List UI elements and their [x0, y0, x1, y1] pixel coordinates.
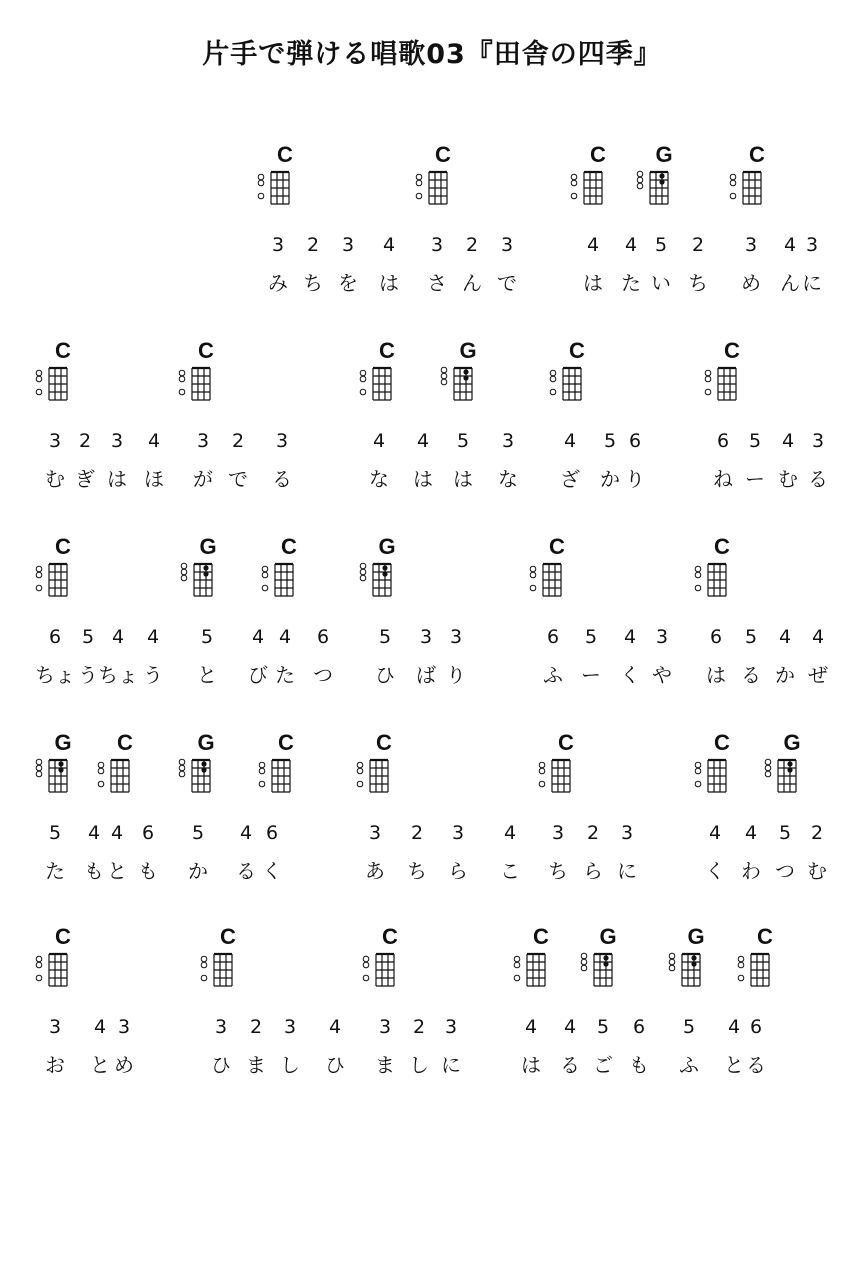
chord-name: C — [376, 730, 392, 755]
chord-c — [357, 338, 401, 410]
tab-number: 6 — [546, 626, 560, 648]
chord-diagram-c — [735, 950, 779, 996]
lyric-syllable: な — [498, 467, 518, 491]
lyric-syllable: む — [807, 859, 827, 883]
chord-name: C — [569, 338, 585, 363]
chord-name: C — [724, 338, 740, 363]
lyric-syllable: は — [107, 467, 127, 491]
chord-name: G — [378, 534, 396, 559]
lyric-syllable: ー — [745, 467, 765, 491]
tab-number: 4 — [278, 626, 292, 648]
lyric-syllable: は — [706, 663, 726, 687]
tab-number: 6 — [632, 1016, 646, 1038]
lyric-syllable: ふ — [679, 1053, 699, 1077]
tab-number: 4 — [524, 1016, 538, 1038]
lyric-syllable: が — [193, 467, 213, 491]
chord-diagram-g — [634, 168, 678, 214]
chord-c — [255, 142, 299, 214]
tab-number: 3 — [500, 234, 514, 256]
chord-c — [33, 338, 77, 410]
chord-diagram-c — [527, 560, 571, 606]
tab-number: 5 — [200, 626, 214, 648]
chord-c — [354, 730, 398, 802]
lyric-syllable: く — [620, 663, 640, 687]
lyric-syllable: ね — [713, 467, 733, 491]
chord-diagram-g — [578, 950, 622, 996]
chord-c — [735, 924, 779, 996]
chord-name: C — [198, 338, 214, 363]
lyric-syllable: り — [446, 663, 466, 687]
tab-number: 4 — [416, 430, 430, 452]
lyric-syllable: く — [705, 859, 725, 883]
tab-number: 2 — [306, 234, 320, 256]
lyric-syllable: め — [114, 1053, 134, 1077]
chord-diagram-c — [360, 950, 404, 996]
chord-diagram-c — [33, 950, 77, 996]
tab-number: 5 — [584, 626, 598, 648]
tab-number: 2 — [412, 1016, 426, 1038]
lyric-syllable: る — [808, 467, 828, 491]
chord-name: G — [783, 730, 801, 755]
chord-c — [536, 730, 580, 802]
chord-name: G — [199, 534, 217, 559]
lyric-syllable: い — [651, 271, 671, 295]
tab-number: 4 — [503, 822, 517, 844]
lyric-syllable: は — [521, 1053, 541, 1077]
lyric-syllable: め — [741, 271, 761, 295]
chord-diagram-g — [33, 756, 77, 802]
lyric-syllable: か — [188, 859, 208, 883]
lyric-syllable: ちょ — [35, 663, 75, 687]
tab-number: 3 — [48, 1016, 62, 1038]
tab-number: 4 — [146, 626, 160, 648]
tab-number: 5 — [81, 626, 95, 648]
chord-c — [692, 730, 736, 802]
tab-number: 3 — [117, 1016, 131, 1038]
lyric-syllable: ひ — [375, 663, 395, 687]
chord-name: C — [117, 730, 133, 755]
lyric-syllable: る — [746, 1053, 766, 1077]
lyric-syllable: る — [236, 859, 256, 883]
chord-name: C — [55, 338, 71, 363]
chord-name: C — [533, 924, 549, 949]
chord-diagram-g — [438, 364, 482, 410]
chord-diagram-c — [198, 950, 242, 996]
chord-name: C — [55, 924, 71, 949]
lyric-syllable: ご — [593, 1053, 613, 1077]
tab-number: 6 — [48, 626, 62, 648]
lyric-syllable: に — [617, 859, 637, 883]
chord-diagram-c — [692, 756, 736, 802]
tab-number: 3 — [655, 626, 669, 648]
chord-c — [95, 730, 139, 802]
tab-number: 4 — [563, 1016, 577, 1038]
chord-diagram-g — [178, 560, 222, 606]
tab-number: 4 — [110, 822, 124, 844]
tab-number: 4 — [328, 1016, 342, 1038]
lyric-syllable: ひ — [211, 1053, 231, 1077]
tab-number: 5 — [596, 1016, 610, 1038]
chord-name: G — [54, 730, 72, 755]
lyric-syllable: で — [228, 467, 248, 491]
lyric-syllable: る — [741, 663, 761, 687]
tab-number: 5 — [744, 626, 758, 648]
tab-number: 6 — [141, 822, 155, 844]
tab-number: 4 — [251, 626, 265, 648]
chord-diagram-c — [702, 364, 746, 410]
tab-number: 3 — [419, 626, 433, 648]
lyric-syllable: で — [497, 271, 517, 295]
lyric-syllable: つ — [313, 663, 333, 687]
tab-number: 5 — [456, 430, 470, 452]
lyric-syllable: な — [369, 467, 389, 491]
tab-number: 4 — [586, 234, 600, 256]
tab-number: 3 — [275, 430, 289, 452]
tab-number: 6 — [709, 626, 723, 648]
chord-diagram-c — [33, 560, 77, 606]
lyric-syllable: お — [45, 1053, 65, 1077]
lyric-syllable: り — [625, 467, 645, 491]
tab-number: 4 — [111, 626, 125, 648]
lyric-syllable: た — [621, 271, 641, 295]
chord-g — [634, 142, 678, 214]
tab-number: 3 — [271, 234, 285, 256]
chord-diagram-g — [176, 756, 220, 802]
tab-number: 2 — [465, 234, 479, 256]
lyric-syllable: と — [197, 663, 217, 687]
chord-c — [692, 534, 736, 606]
chord-diagram-c — [413, 168, 457, 214]
tab-number: 2 — [586, 822, 600, 844]
lyric-syllable: ち — [688, 271, 708, 295]
tab-number: 3 — [811, 430, 825, 452]
lyric-syllable: ま — [246, 1053, 266, 1077]
chord-name: G — [197, 730, 215, 755]
lyric-syllable: ぎ — [75, 467, 95, 491]
tab-number: 4 — [708, 822, 722, 844]
tab-number: 4 — [563, 430, 577, 452]
lyric-syllable: か — [600, 467, 620, 491]
tab-number: 6 — [628, 430, 642, 452]
chord-c — [33, 924, 77, 996]
tab-number: 4 — [811, 626, 825, 648]
lyric-syllable: く — [262, 859, 282, 883]
chord-g — [357, 534, 401, 606]
lyric-syllable: た — [45, 859, 65, 883]
chord-name: C — [435, 142, 451, 167]
chord-diagram-c — [727, 168, 771, 214]
chord-diagram-g — [762, 756, 806, 802]
chord-diagram-c — [547, 364, 591, 410]
tab-number: 5 — [603, 430, 617, 452]
tab-number: 3 — [110, 430, 124, 452]
lyric-syllable: む — [778, 467, 798, 491]
tab-number: 6 — [316, 626, 330, 648]
tab-number: 2 — [691, 234, 705, 256]
chord-c — [198, 924, 242, 996]
chord-g — [666, 924, 710, 996]
tab-number: 2 — [249, 1016, 263, 1038]
tab-number: 3 — [444, 1016, 458, 1038]
lyric-syllable: も — [629, 1053, 649, 1077]
lyric-syllable: ざ — [560, 467, 580, 491]
lyric-syllable: る — [272, 467, 292, 491]
lyric-syllable: に — [441, 1053, 461, 1077]
chord-name: G — [655, 142, 673, 167]
lyric-syllable: も — [84, 859, 104, 883]
chord-name: C — [382, 924, 398, 949]
chord-c — [176, 338, 220, 410]
tab-number: 2 — [231, 430, 245, 452]
chord-c — [727, 142, 771, 214]
chord-g — [578, 924, 622, 996]
lyric-syllable: し — [409, 1053, 429, 1077]
tab-number: 4 — [93, 1016, 107, 1038]
lyric-syllable: ち — [548, 859, 568, 883]
tab-number: 3 — [48, 430, 62, 452]
lyric-syllable: あ — [365, 859, 385, 883]
lyric-syllable: ぜ — [808, 663, 828, 687]
chord-g — [33, 730, 77, 802]
chord-g — [438, 338, 482, 410]
lyric-syllable: は — [379, 271, 399, 295]
lyric-syllable: び — [248, 663, 268, 687]
chord-name: C — [749, 142, 765, 167]
chord-name: C — [714, 534, 730, 559]
chord-c — [702, 338, 746, 410]
chord-c — [256, 730, 300, 802]
chord-c — [568, 142, 612, 214]
lyric-syllable: つ — [775, 859, 795, 883]
chord-name: C — [379, 338, 395, 363]
lyric-syllable: と — [724, 1053, 744, 1077]
lyric-syllable: ち — [407, 859, 427, 883]
tab-number: 3 — [341, 234, 355, 256]
tab-number: 4 — [239, 822, 253, 844]
tab-number: 3 — [620, 822, 634, 844]
lyric-syllable: わ — [741, 859, 761, 883]
lyric-syllable: ば — [416, 663, 436, 687]
tab-number: 3 — [451, 822, 465, 844]
tab-number: 4 — [783, 234, 797, 256]
chord-name: G — [687, 924, 705, 949]
tab-number: 3 — [214, 1016, 228, 1038]
tab-number: 5 — [191, 822, 205, 844]
chord-diagram-g — [357, 560, 401, 606]
chord-c — [33, 534, 77, 606]
chord-diagram-c — [357, 364, 401, 410]
tab-number: 6 — [265, 822, 279, 844]
lyric-syllable: る — [560, 1053, 580, 1077]
tab-number: 2 — [810, 822, 824, 844]
tab-number: 3 — [449, 626, 463, 648]
lyric-syllable: こ — [500, 859, 520, 883]
chord-c — [360, 924, 404, 996]
lyric-syllable: ふ — [543, 663, 563, 687]
chord-diagram-c — [255, 168, 299, 214]
lyric-syllable: と — [107, 859, 127, 883]
chord-name: C — [590, 142, 606, 167]
lyric-syllable: う — [143, 663, 163, 687]
chord-diagram-c — [511, 950, 555, 996]
lyric-syllable: を — [338, 271, 358, 295]
tab-number: 5 — [778, 822, 792, 844]
tab-number: 5 — [682, 1016, 696, 1038]
tab-number: 6 — [749, 1016, 763, 1038]
tab-number: 3 — [805, 234, 819, 256]
chord-c — [259, 534, 303, 606]
tab-number: 2 — [78, 430, 92, 452]
lyric-syllable: か — [775, 663, 795, 687]
tab-number: 4 — [778, 626, 792, 648]
lyric-syllable: み — [268, 271, 288, 295]
chord-diagram-c — [33, 364, 77, 410]
lyric-syllable: う — [78, 663, 98, 687]
tab-number: 4 — [727, 1016, 741, 1038]
chord-c — [511, 924, 555, 996]
chord-diagram-c — [259, 560, 303, 606]
tab-number: 3 — [430, 234, 444, 256]
lyric-syllable: ら — [448, 859, 468, 883]
tab-number: 4 — [623, 626, 637, 648]
lyric-syllable: ひ — [325, 1053, 345, 1077]
tab-number: 3 — [551, 822, 565, 844]
tab-number: 4 — [87, 822, 101, 844]
chord-diagram-c — [176, 364, 220, 410]
chord-name: C — [714, 730, 730, 755]
chord-name: C — [757, 924, 773, 949]
page-title: 片手で弾ける唱歌03『田舎の四季』 — [202, 39, 662, 70]
chord-diagram-c — [568, 168, 612, 214]
lyric-syllable: さ — [427, 271, 447, 295]
chord-diagram-c — [692, 560, 736, 606]
lyric-syllable: た — [275, 663, 295, 687]
lyric-syllable: と — [90, 1053, 110, 1077]
chord-name: C — [277, 142, 293, 167]
tab-number: 3 — [368, 822, 382, 844]
lyric-syllable: ん — [462, 271, 482, 295]
tab-number: 5 — [748, 430, 762, 452]
lyric-syllable: に — [802, 271, 822, 295]
chord-name: C — [220, 924, 236, 949]
tab-number: 3 — [744, 234, 758, 256]
chord-diagram-g — [666, 950, 710, 996]
chord-name: G — [599, 924, 617, 949]
chord-c — [547, 338, 591, 410]
tab-number: 5 — [48, 822, 62, 844]
lyric-syllable: ま — [375, 1053, 395, 1077]
chord-g — [176, 730, 220, 802]
chord-name: C — [549, 534, 565, 559]
tab-number: 3 — [283, 1016, 297, 1038]
lyric-syllable: し — [280, 1053, 300, 1077]
tab-number: 4 — [781, 430, 795, 452]
chord-g — [762, 730, 806, 802]
tab-number: 4 — [744, 822, 758, 844]
lyric-syllable: ー — [581, 663, 601, 687]
lyric-syllable: も — [138, 859, 158, 883]
tab-number: 3 — [196, 430, 210, 452]
chord-g — [178, 534, 222, 606]
chord-name: C — [278, 730, 294, 755]
chord-c — [413, 142, 457, 214]
lyric-syllable: は — [583, 271, 603, 295]
chord-name: C — [55, 534, 71, 559]
lyric-syllable: む — [45, 467, 65, 491]
tab-number: 4 — [382, 234, 396, 256]
chord-name: C — [281, 534, 297, 559]
tab-number: 5 — [378, 626, 392, 648]
lyric-syllable: ちょ — [98, 663, 138, 687]
lyric-syllable: は — [453, 467, 473, 491]
chord-diagram-c — [95, 756, 139, 802]
chord-diagram-c — [536, 756, 580, 802]
lyric-syllable: ち — [303, 271, 323, 295]
lyric-syllable: や — [652, 663, 672, 687]
tab-number: 4 — [147, 430, 161, 452]
lyric-syllable: ん — [780, 271, 800, 295]
chord-diagram-c — [256, 756, 300, 802]
chord-diagram-c — [354, 756, 398, 802]
tab-number: 6 — [716, 430, 730, 452]
chord-name: G — [459, 338, 477, 363]
tab-number: 4 — [624, 234, 638, 256]
lyric-syllable: ほ — [144, 467, 164, 491]
tab-number: 3 — [378, 1016, 392, 1038]
tab-number: 2 — [410, 822, 424, 844]
lyric-syllable: は — [413, 467, 433, 491]
tab-number: 3 — [501, 430, 515, 452]
lyric-syllable: ら — [583, 859, 603, 883]
chord-name: C — [558, 730, 574, 755]
tab-number: 5 — [654, 234, 668, 256]
tab-number: 4 — [372, 430, 386, 452]
chord-c — [527, 534, 571, 606]
